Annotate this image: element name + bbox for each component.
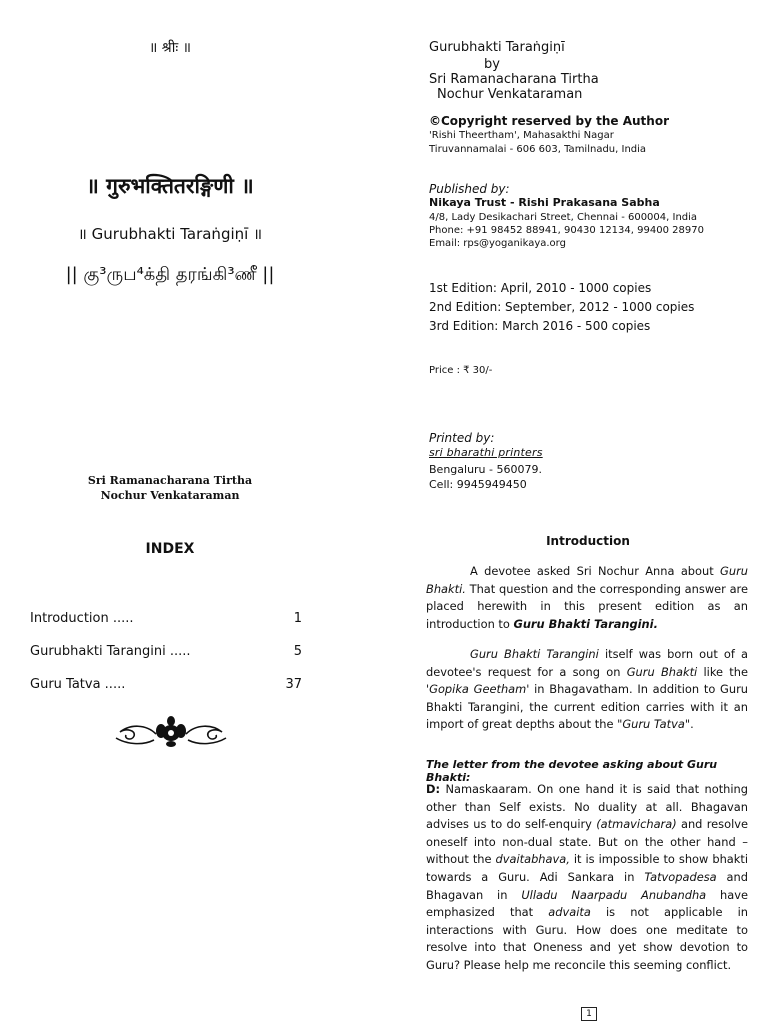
author-line: Nochur Venkataraman (437, 87, 583, 102)
author-line: Sri Ramanacharana Tirtha (429, 72, 599, 87)
intro-paragraph-1: A devotee asked Sri Nochur Anna about Guru Bhakti. That question and the corresponding answer are placed herewith in this present edition as an introduction to Guru Bhakti Tarangini. (426, 564, 748, 631)
intro-paragraph-2: Guru Bhakti Tarangini itself was born out of a devotee's request for a song on Guru Bhakti like the 'Gopika Geetham' in Bhagavatham. In addition to Guru Bhakti Tarangini, the current edition carries with it an import of great depths about the "Guru Tatva". (426, 647, 749, 732)
index-entry[interactable] (30, 644, 302, 659)
price: Price : ₹ 30/- (429, 365, 493, 376)
index-entry[interactable] (30, 611, 302, 626)
index-entry-label: Gurubhakti Tarangini ..... (30, 644, 191, 659)
address-line: Tiruvannamalai - 606 603, Tamilnadu, India (429, 144, 647, 155)
publisher-email: Email: rps@yoganikaya.org (429, 238, 566, 249)
edition-line: 3rd Edition: March 2016 - 500 copies (429, 319, 651, 333)
title-devanagari: ॥ गुरुभक्तितरङ्गिणी ॥ (86, 174, 254, 198)
author-block (429, 72, 749, 102)
index-entry[interactable] (30, 677, 302, 692)
address-line: 'Rishi Theertham', Mahasakthi Nagar (429, 130, 614, 141)
title-tamil: || கு³ருப⁴க்தி தரங்கி³ணீ || (65, 264, 275, 285)
author-block (0, 473, 340, 503)
publisher-details (429, 211, 749, 250)
floral-ornament-icon (112, 714, 230, 750)
printer-details (429, 462, 749, 492)
edition-line: 1st Edition: April, 2010 - 1000 copies (429, 281, 652, 295)
index-entry-label: Introduction ..... (30, 611, 134, 626)
copyright-address (429, 129, 749, 157)
printer-city: Bengaluru - 560079. (429, 463, 542, 476)
by-line: by (484, 57, 500, 72)
publisher-name: Nikaya Trust - Rishi Prakasana Sabha (429, 196, 660, 209)
edition-line: 2nd Edition: September, 2012 - 1000 copies (429, 300, 695, 314)
page-number: 1 (581, 1007, 597, 1021)
letter-heading: The letter from the devotee asking about Guru Bhakti: (426, 758, 718, 784)
index-entry-page: 1 (293, 611, 302, 626)
author-line: Nochur Venkataraman (100, 489, 240, 502)
index-entry-label: Guru Tatva ..... (30, 677, 126, 692)
copyright-notice: ©Copyright reserved by the Author (429, 114, 669, 128)
index-heading: INDEX (145, 541, 195, 557)
printer-logo: sri bharathi printers (429, 446, 543, 459)
edition-list (429, 279, 749, 336)
introduction-heading: Introduction (546, 534, 630, 548)
printed-by-label: Printed by: (429, 431, 495, 445)
printer-phone: Cell: 9945949450 (429, 478, 527, 491)
publisher-phone: Phone: +91 98452 88941, 90430 12134, 99400 28970 (429, 225, 704, 236)
publisher-address: 4/8, Lady Desikachari Street, Chennai - 600004, India (429, 212, 698, 223)
sri-invocation: ॥ श्रीः ॥ (148, 40, 192, 56)
intro-paragraph-3: D: Namaskaaram. On one hand it is said that nothing other than Self exists. No duality at all. Bhagavan advises us to do self-enquiry (atmavichara) and resolve oneself into non-dual state. But on the other hand – without the dvaitabhava, it is impossible to show bhakti towards a Guru. Adi Sankara in Tatvopadesa and Bhagavan in Ulladu Naarpadu Anubandha have emphasized that advaita is not applicable in interactions with Guru. How does one meditate to resolve into that Oneness and yet show devotion to Guru? Please help me reconcile this seeming conflict. (426, 782, 748, 972)
published-by-label: Published by: (429, 182, 510, 196)
index-entry-page: 37 (285, 677, 302, 692)
index-entry-page: 5 (293, 644, 302, 659)
title-latin: ॥ Gurubhakti Taraṅgiṇī ॥ (77, 225, 263, 243)
author-line: Sri Ramanacharana Tirtha (87, 474, 253, 487)
book-title: Gurubhakti Taraṅgiṇī (429, 40, 565, 55)
